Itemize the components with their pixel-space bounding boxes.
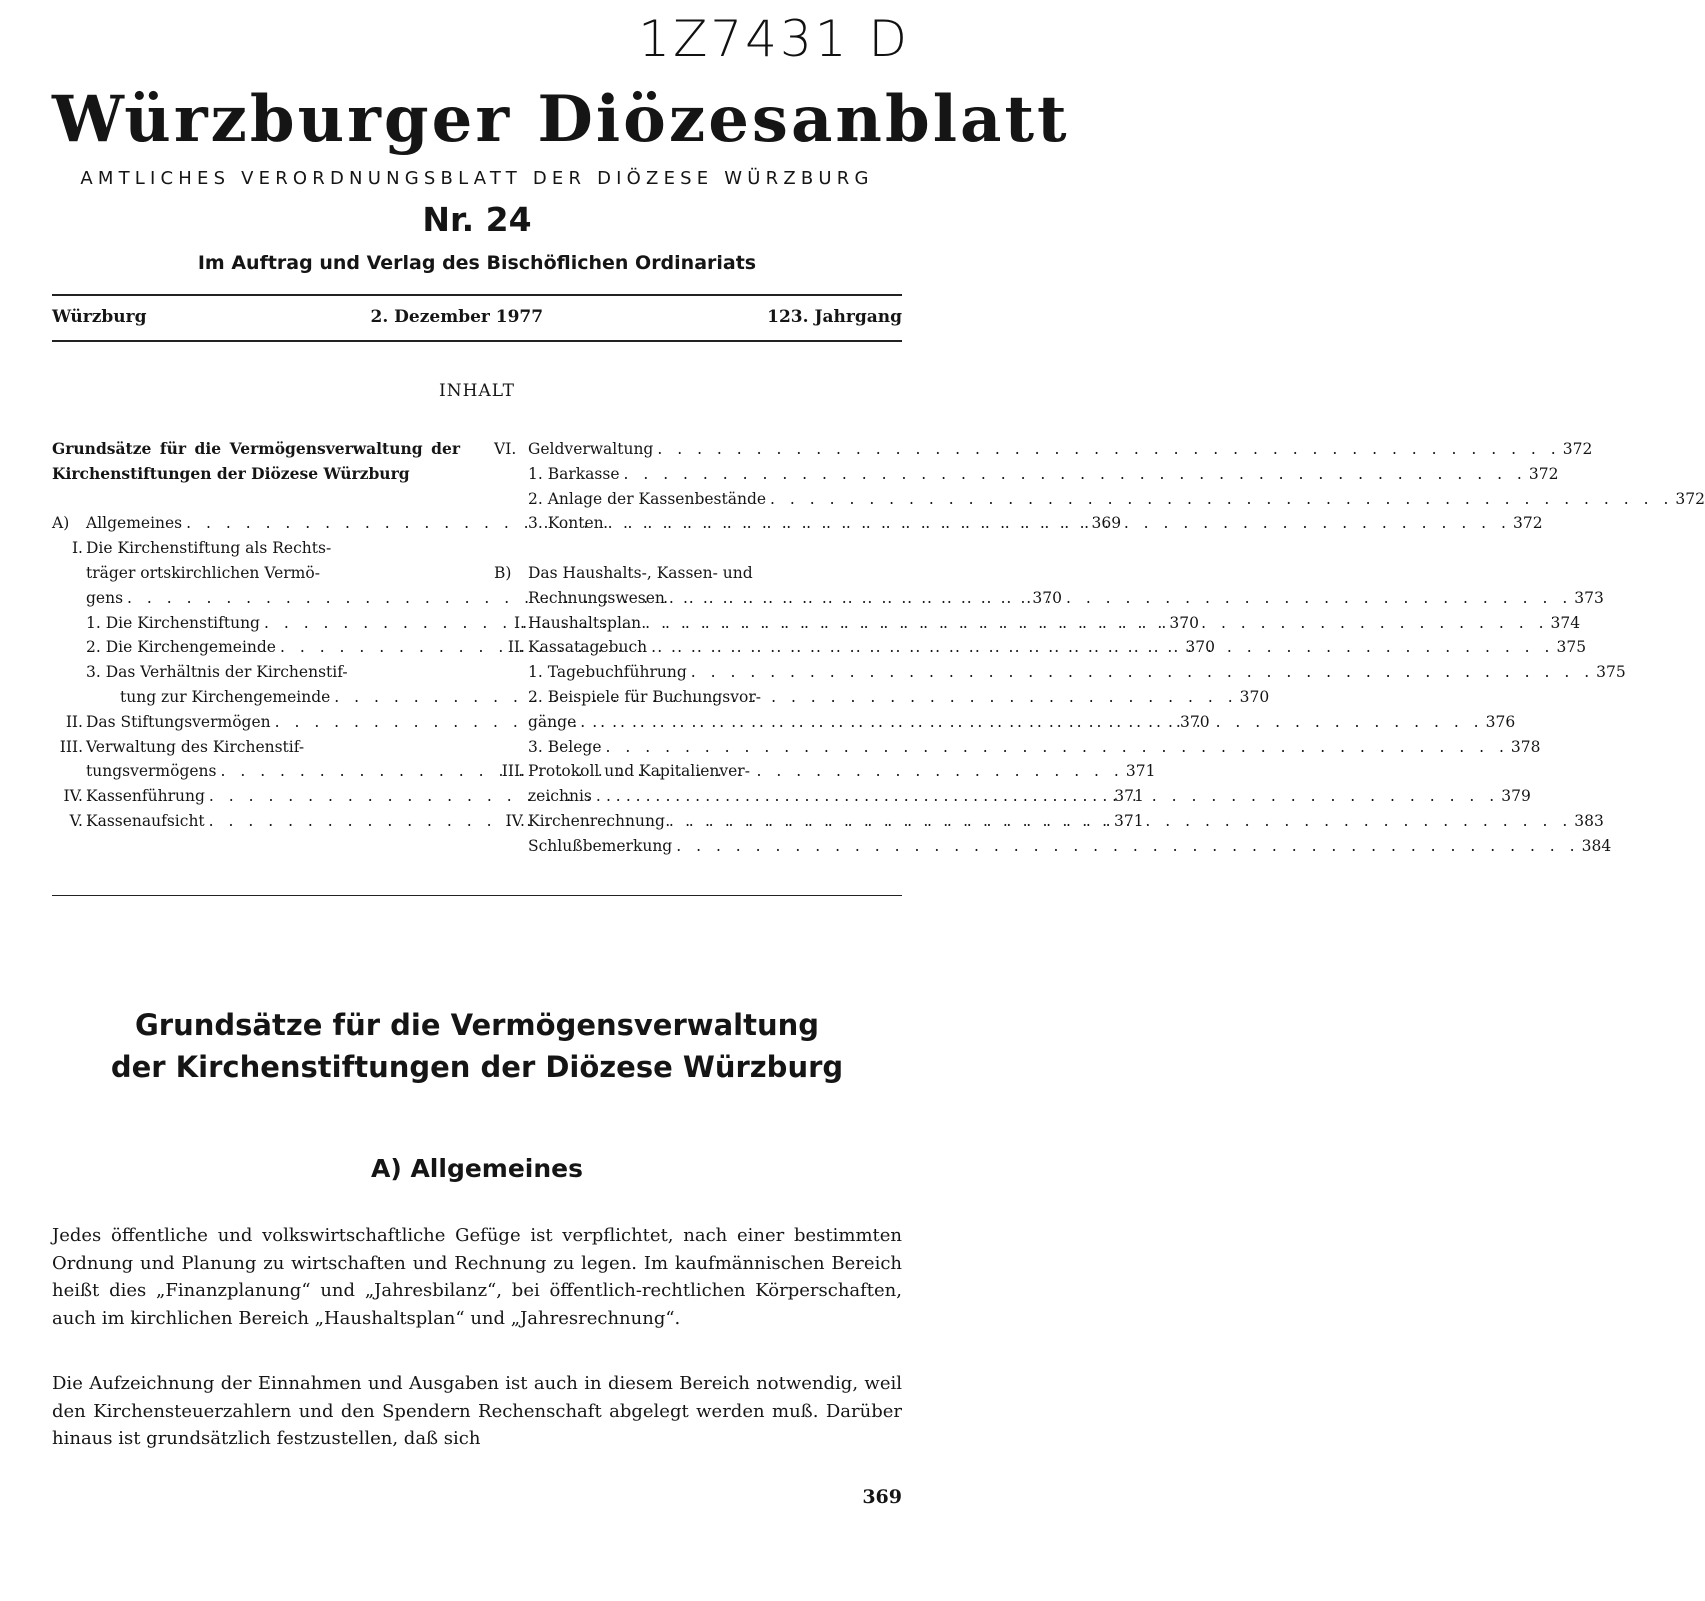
masthead-title: Würzburger Diözesanblatt: [52, 82, 1070, 157]
toc-bottom-rule: [52, 895, 902, 896]
article-title-line: der Kirchenstiftungen der Diözese Würzburg: [110, 1050, 844, 1084]
toc-leader: [576, 710, 1483, 735]
toc-entry-text-line: tungsvermögens: [86, 762, 217, 781]
toc-entry-page: 370: [1185, 638, 1215, 657]
toc-entry-text-line: träger ortskirchlichen Vermö-: [86, 563, 320, 582]
toc-heading: INHALT: [439, 381, 515, 401]
toc-entry-number: IV.: [505, 811, 525, 830]
toc-entry-number: 2.: [528, 687, 543, 706]
toc-entry-text-line: Die Kirchenstiftung als Rechts-: [86, 539, 332, 558]
toc-entry[interactable]: [494, 660, 1626, 685]
toc-entry-text: Barkasse: [547, 464, 620, 483]
toc-entry-page: 371: [1125, 762, 1156, 781]
publisher-line: Im Auftrag und Verlag des Bischöflichen Ordinariats: [197, 252, 757, 274]
toc-entry-text-line: Verwaltung des Kirchenstif-: [86, 737, 305, 756]
toc-entry-page: 379: [1501, 787, 1531, 806]
catalog-stamp: 1Z7431 D: [638, 10, 910, 68]
dateline-date: 2. Dezember 1977: [370, 307, 544, 327]
toc-entry-page: 372: [1675, 489, 1705, 508]
toc-entry-text: Belege: [547, 737, 602, 756]
toc-entry-text-line: Protokoll und Kapitalienver-: [528, 762, 750, 781]
page-number: 369: [862, 1486, 902, 1508]
section-heading: A) Allgemeines: [370, 1154, 584, 1183]
toc-entry-page: 370: [1032, 588, 1062, 607]
toc-entry[interactable]: [494, 735, 1541, 760]
toc-entry-number: A): [52, 514, 70, 533]
toc-entry-text-line: tung zur Kirchengemeinde: [120, 687, 331, 706]
header-rule-top: [52, 294, 902, 296]
issue-number: Nr. 24: [422, 200, 532, 239]
toc-leader: [687, 660, 1594, 685]
toc-leader: [665, 586, 1572, 611]
toc-leader: [592, 784, 1499, 809]
toc-entry-text: Die Kirchengemeinde: [105, 638, 276, 657]
toc-entry-text: Anlage der Kassenbestände: [547, 489, 767, 508]
toc-entry-text-line: Das Verhältnis der Kirchenstif-: [105, 663, 348, 682]
toc-entry-number: B): [494, 563, 512, 582]
toc-leader: [620, 462, 1527, 487]
toc-leader: [653, 437, 1560, 462]
toc-entry-text-line: gänge: [528, 712, 577, 731]
article-title-line: Grundsätze für die Vermögensverwaltung: [134, 1008, 819, 1042]
article-title: [52, 1004, 902, 1088]
toc-leader: [602, 735, 1509, 760]
toc-entry-page: 372: [1528, 464, 1559, 483]
toc-entry-text-line: zeichnis: [528, 787, 592, 806]
toc-entry-text-line: gens: [86, 588, 124, 607]
toc-entry-number: 3.: [86, 663, 101, 682]
toc-entry-number: I.: [71, 539, 83, 558]
toc-leader: [665, 809, 1572, 834]
toc-entry-page: 370: [1169, 613, 1199, 632]
toc-entry-page: 371: [1114, 787, 1144, 806]
toc-entry-text: Das Stiftungsvermögen: [86, 712, 271, 731]
toc-leader: [604, 511, 1511, 536]
toc-entry-page: 384: [1581, 836, 1612, 855]
toc-entry-page: 374: [1550, 613, 1581, 632]
toc-entry-number: II.: [65, 712, 83, 731]
toc-entry-number: V.: [69, 811, 83, 830]
toc-entry[interactable]: [494, 462, 1559, 487]
toc-entry-number: 1.: [528, 464, 543, 483]
toc-entry-number: II.: [507, 638, 525, 657]
toc-entry-text: Konten: [547, 514, 604, 533]
toc-entry-number: 2.: [86, 638, 101, 657]
toc-entry-number: 1.: [528, 663, 543, 682]
toc-entry-page: 378: [1510, 737, 1541, 756]
dateline-volume: 123. Jahrgang: [767, 307, 902, 327]
body-paragraph: Jedes öffentliche und volkswirtschaftliche Gefüge ist verpflichtet, nach einer bestimmten Ordnung und Planung zu wirtschaften und Rechnung zu legen. Im kaufmännischen Bereich heißt dies „Finanzplanung“ und „Jahresbilanz“, bei öffentlich-rechtlichen Körperschaften, auch im kirchlichen Bereich „Haushaltsplan“ und „Jahresrechnung“.: [52, 1225, 902, 1329]
toc-entry-page: 369: [1091, 514, 1122, 533]
toc-entry-text: Tagebuchführung: [547, 663, 687, 682]
body-paragraph: Die Aufzeichnung der Einnahmen und Ausgaben ist auch in diesem Bereich notwendig, weil den Kirchensteuerzahlern und den Spendern Rechenschaft abgelegt werden muß. Darüber hinaus ist grundsätzlich festzustellen, daß sich: [52, 1373, 902, 1449]
toc-leader: [766, 487, 1673, 512]
toc-entry-page: 375: [1596, 663, 1626, 682]
toc-entry-page: 370: [1179, 712, 1210, 731]
toc-entry[interactable]: [494, 487, 1705, 512]
toc-entry-text: Allgemeines: [86, 514, 183, 533]
toc-entry[interactable]: [494, 437, 1593, 462]
toc-left-heading: Grundsätze für die Vermögensverwaltung der Kirchenstiftungen der Diözese Würzburg: [52, 439, 460, 483]
toc-entry[interactable]: [494, 834, 1612, 859]
toc-leader: [647, 635, 1554, 660]
toc-leader: [641, 611, 1548, 636]
toc-entry-number: VI.: [494, 440, 517, 458]
toc-entry-number: III.: [59, 737, 83, 756]
toc-entry-page: 372: [1512, 514, 1543, 533]
toc-entry-number: 3.: [528, 737, 543, 756]
toc-entry-page: 372: [1562, 440, 1593, 458]
masthead-subtitle: AMTLICHES VERORDNUNGSBLATT DER DIÖZESE WÜRZBURG: [80, 168, 874, 189]
toc-entry-page: 376: [1485, 712, 1516, 731]
toc-entry-text: Kassatagebuch: [528, 638, 648, 657]
toc-entry-text-line: Rechnungswesen: [528, 588, 665, 607]
toc-entry-number: 3.: [528, 514, 543, 533]
dateline-place: Würzburg: [52, 307, 147, 327]
toc-entry-text: Geldverwaltung: [528, 440, 654, 458]
toc-entry-number: IV.: [63, 787, 83, 806]
toc-entry-page: 373: [1574, 588, 1604, 607]
toc-entry-text-line: Das Haushalts-, Kassen- und: [528, 563, 753, 582]
toc-entry-number: 2.: [528, 489, 543, 508]
toc-entry-page: 371: [1114, 811, 1144, 830]
toc-entry-text: Haushaltsplan: [528, 613, 642, 632]
toc-entry-text: Die Kirchenstiftung: [105, 613, 260, 632]
toc-entry-text: Schlußbemerkung: [528, 836, 673, 855]
dateline: [52, 307, 902, 327]
toc-leader: [672, 834, 1579, 859]
toc-entry-number: I.: [513, 613, 525, 632]
toc-entry-page: 370: [1239, 687, 1270, 706]
toc-entry-page: 383: [1574, 811, 1604, 830]
toc-entry-number: III.: [501, 762, 525, 781]
toc-entry-text-line: Beispiele für Buchungsvor-: [547, 687, 761, 706]
toc-entry-text: Kassenführung: [86, 787, 205, 806]
toc-entry-number: 1.: [86, 613, 101, 632]
toc-entry-text: Kassenaufsicht: [86, 811, 205, 830]
toc-spacer: [494, 536, 902, 561]
toc-entry-page: 375: [1556, 638, 1587, 657]
toc-entry-text: Kirchenrechnung: [528, 811, 665, 830]
header-rule-bottom: [52, 340, 902, 342]
